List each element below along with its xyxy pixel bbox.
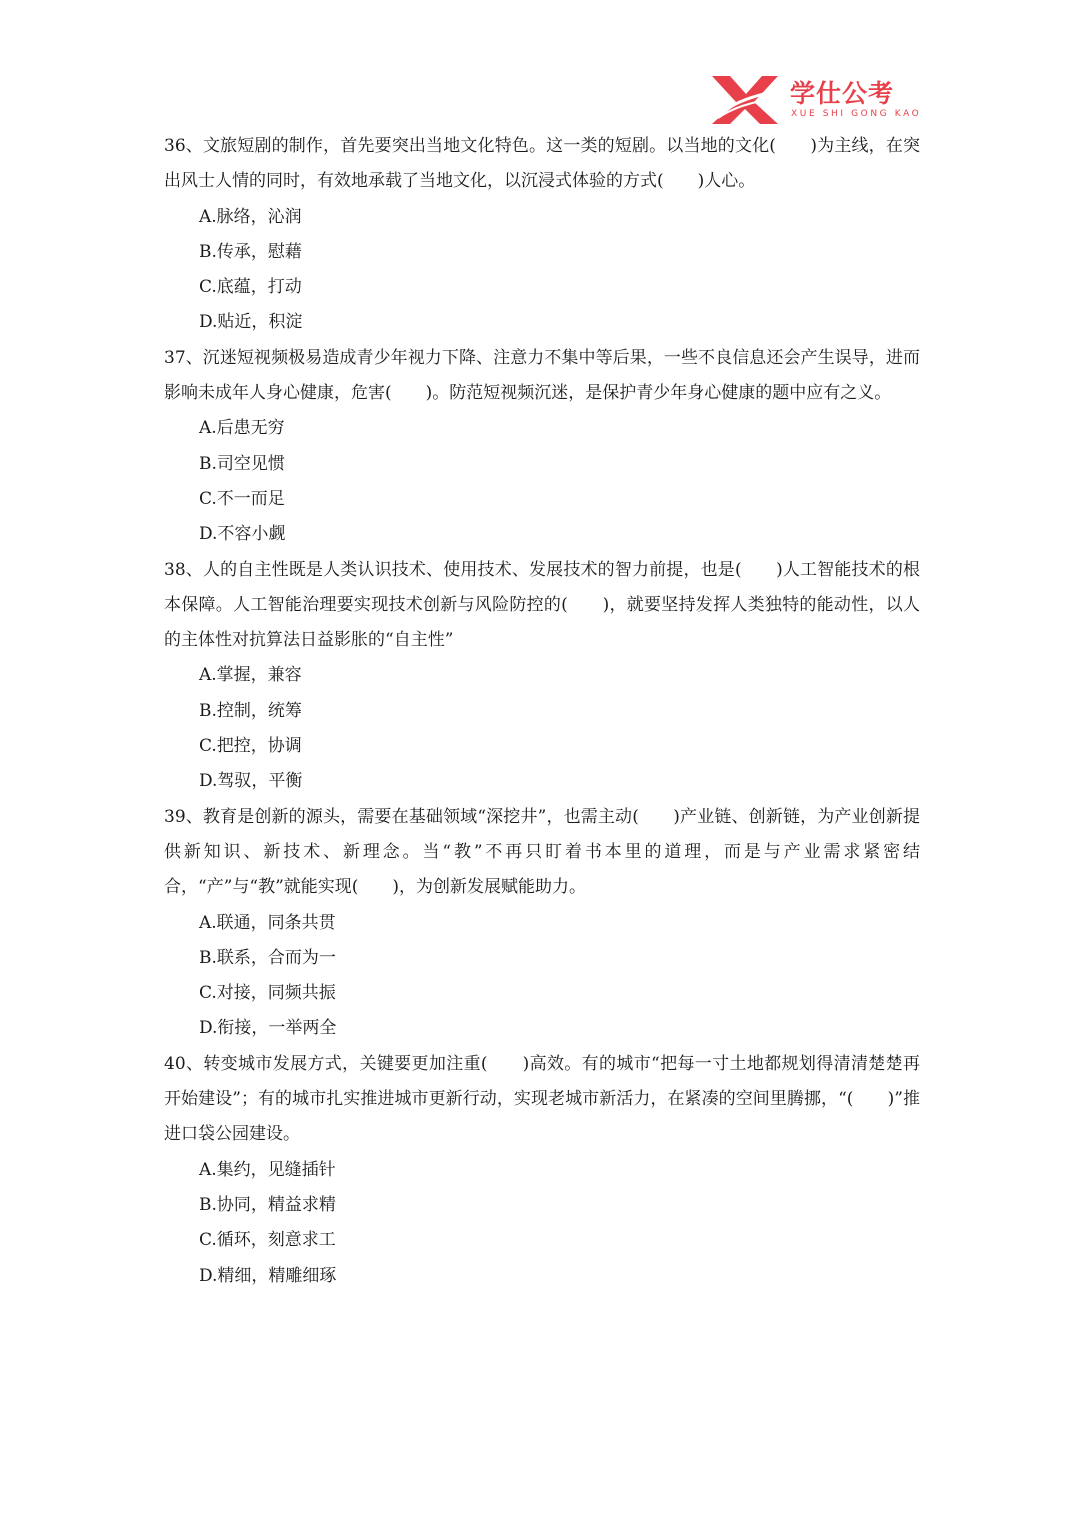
option-d: D.衔接，一举两全 [199,1018,337,1039]
option-a: A.集约，见缝插针 [199,1159,336,1180]
option-c: C.循环，刻意求工 [199,1230,336,1251]
question-36 [164,129,920,341]
option-b: B.司空见惯 [199,453,285,474]
option-b: B.联系，合而为一 [199,947,336,968]
option-a: A.后患无穷 [199,418,285,439]
question-list [164,129,920,1294]
brand-logo [708,72,928,132]
question-text: 38、人的自主性既是人类认识技术、使用技术、发展技术的智力前提，也是( )人工智能技术的根本保障。人工智能治理要实现技术创新与风险防控的( )，就要坚持发挥人类独特的能动性，以人的主体性对抗算法日益影胀的“自主性” [164,559,920,651]
option-a: A.联通，同条共贯 [199,912,336,933]
option-b: B.传承，慰藉 [199,241,302,262]
option-c: C.底蕴，打动 [199,277,302,298]
option-a: A.脉络，沁润 [199,206,302,227]
question-text: 40、转变城市发展方式，关键要更加注重( )高效。有的城市“把每一寸土地都规划得清清楚楚再开始建设”；有的城市扎实推进城市更新行动，实现老城市新活力，在紧凑的空间里腾挪，“( )”推进口袋公园建设。 [164,1053,920,1145]
logo-pinyin-name: XUE SHI GONG KAO [791,109,922,119]
question-37 [164,341,920,553]
question-38 [164,553,920,800]
option-c: C.对接，同频共振 [199,983,336,1004]
option-c: C.把控，协调 [199,736,302,757]
option-b: B.控制，统筹 [199,700,302,721]
question-text: 36、文旅短剧的制作，首先要突出当地文化特色。这一类的短剧。以当地的文化( )为主线，在突出风士人情的同时，有效地承载了当地文化，以沉浸式体验的方式( )人心。 [164,136,920,192]
option-d: D.精细，精雕细琢 [199,1265,337,1286]
question-text: 37、沉迷短视频极易造成青少年视力下降、注意力不集中等后果，一些不良信息还会产生误导，进而影响未成年人身心健康，危害( )。防范短视频沉迷，是保护青少年身心健康的题中应有之义。 [164,347,920,404]
option-b: B.协同，精益求精 [199,1194,336,1215]
question-40 [164,1047,920,1294]
question-39 [164,800,920,1047]
question-text: 39、教育是创新的源头，需要在基础领域“深挖井”，也需主动( )产业链、创新链，为产业创新提供新知识、新技术、新理念。当“教”不再只盯着书本里的道理，而是与产业需求紧密结合，“产”与“教”就能实现( )，为创新发展赋能助力。 [164,806,920,898]
option-a: A.掌握，兼容 [199,665,302,686]
option-d: D.驾驭，平衡 [199,771,303,792]
logo-chinese-name: 学仕公考 [790,79,895,108]
logo-x-icon [708,72,782,128]
option-c: C.不一而足 [199,488,285,509]
option-d: D.贴近，积淀 [199,312,303,333]
option-d: D.不容小觑 [199,524,286,545]
